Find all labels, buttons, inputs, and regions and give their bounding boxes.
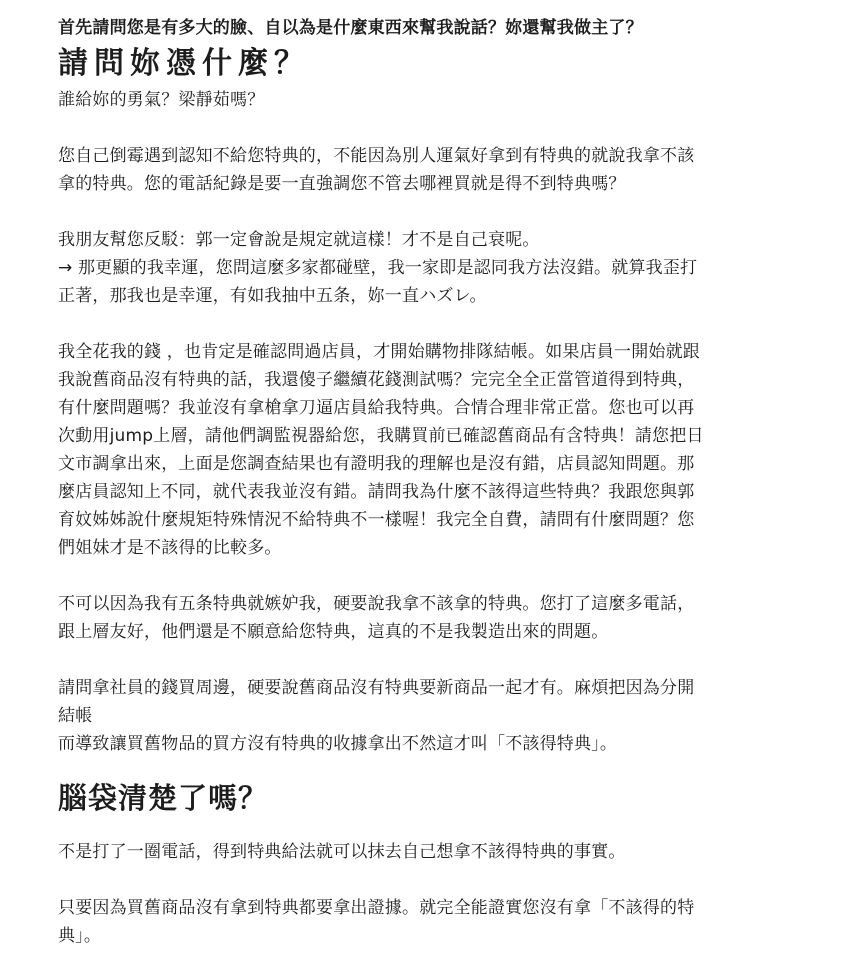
paragraph-line: 麼店員認知上不同，就代表我並沒有錯。請問我為什麼不該得這些特典？我跟您與郭 [58, 482, 695, 502]
headline-secondary: 腦袋清楚了嗎？ [58, 781, 269, 815]
paragraph-line: 拿的特典。您的電話紀錄是要一直強調您不管去哪裡買就是得不到特典嗎？ [58, 174, 626, 194]
intro-subline: 誰給妳的勇氣？梁靜茹嗎？ [58, 90, 265, 110]
paragraph [58, 674, 798, 758]
paragraph-line: 不是打了一圈電話，得到特典給法就可以抹去自己想拿不該得特典的事實。 [58, 842, 626, 862]
paragraph-line: 您自己倒霉遇到認知不給您特典的，不能因為別人運氣好拿到有特典的就說我拿不該 [58, 146, 695, 166]
paragraph-line: 請問拿社員的錢買周邊，硬要說舊商品沒有特典要新商品一起才有。麻煩把因為分開 [58, 678, 695, 698]
paragraph-line: 不可以因為我有五条特典就嫉妒我，硬要說我拿不該拿的特典。您打了這麼多電話， [58, 594, 695, 614]
paragraph [58, 142, 798, 198]
paragraph-line: 典」。 [58, 926, 102, 946]
paragraph-line: 我說舊商品沒有特典的話，我還傻子繼續花錢測試嗎？完完全全正當管道得到特典， [58, 370, 695, 390]
paragraph [58, 590, 798, 646]
paragraph [58, 338, 798, 562]
paragraph-line: 育妏姊姊說什麼規矩特殊情況不給特典不一樣喔！我完全自費，請問有什麼問題？您 [58, 510, 695, 530]
paragraph-line: 我朋友幫您反駁：郭一定會說是規定就這樣！才不是自己衰呢。 [58, 230, 540, 250]
paragraph-line: 只要因為買舊商品沒有拿到特典都要拿出證據。就完全能證實您沒有拿「不該得的特 [58, 898, 695, 918]
paragraph-line: 們姐妹才是不該得的比較多。 [58, 538, 282, 558]
paragraph-line: 有什麼問題嗎？我並沒有拿槍拿刀逼店員給我特典。合情合理非常正當。您也可以再 [58, 398, 695, 418]
paragraph [58, 226, 798, 310]
paragraph-line: 我全花我的錢 ，也肯定是確認問過店員，才開始購物排隊結帳。如果店員一開始就跟 [58, 342, 701, 362]
intro-line: 首先請問您是有多大的臉、自以為是什麼東西來幫我說話？妳還幫我做主了？ [58, 18, 643, 38]
headline-main: 請問妳憑什麼？ [58, 46, 310, 81]
paragraph-line: → 那更顯的我幸運，您問這麼多家都碰壁，我一家即是認同我方法沒錯。就算我歪打 [58, 258, 698, 278]
document-body [58, 14, 798, 950]
paragraph-line: 結帳 [58, 706, 93, 726]
paragraph-line: 跟上層友好，他們還是不願意給您特典，這真的不是我製造出來的問題。 [58, 622, 609, 642]
paragraph-line: 文市調拿出來，上面是您調查結果也有證明我的理解也是沒有錯，店員認知問題。那 [58, 454, 695, 474]
paragraph-line: 而導致讓買舊物品的買方沒有特典的收據拿出不然這才叫「不該得特典」。 [58, 734, 618, 754]
closing-paragraph [58, 894, 798, 950]
closing-paragraph [58, 838, 798, 866]
paragraph-line: 正著，那我也是幸運，有如我抽中五条，妳一直ハズレ。 [58, 286, 487, 306]
paragraph-line: 次動用jump上層，請他們調監視器給您，我購買前已確認舊商品有含特典！請您把日 [58, 426, 704, 446]
